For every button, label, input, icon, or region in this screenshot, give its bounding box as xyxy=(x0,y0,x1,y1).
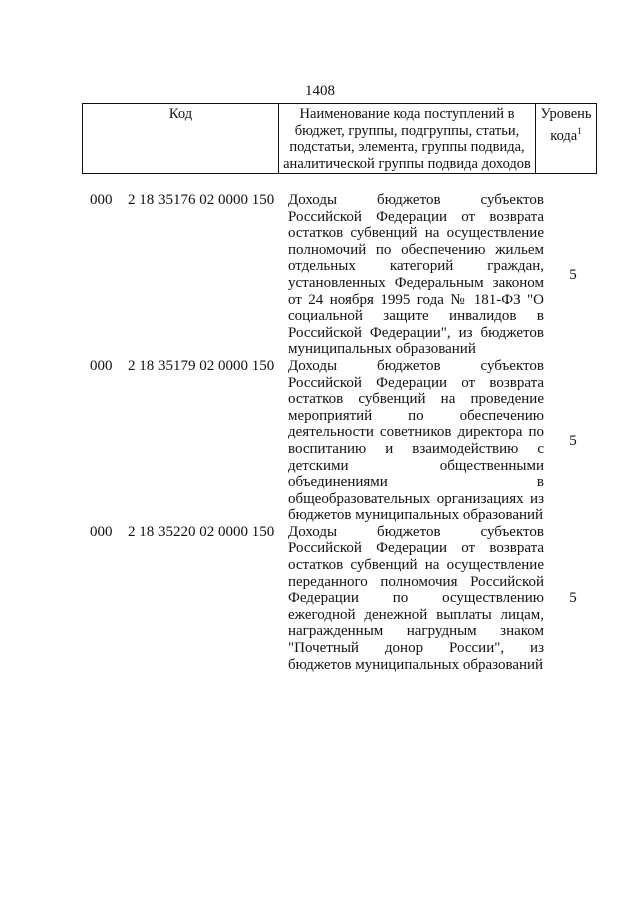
table-body xyxy=(82,192,602,673)
row-level: 5 xyxy=(569,590,577,607)
row-admin-code: 000 xyxy=(90,357,113,374)
row-level: 5 xyxy=(569,432,577,449)
row-income-code: 2 18 35220 02 0000 150 xyxy=(128,523,275,540)
row-income-name: Доходы бюджетов субъектов Российской Федерации от возврата остатков субвенций на проведение мероприятий по обеспечению деятельности советников директора по воспитанию и взаимодействию с детскими общественными объединениями в общеобразовательных организациях из бюджетов муниципальных образований xyxy=(288,357,544,524)
header-level-cell xyxy=(536,104,597,174)
header-name: Наименование кода поступлений в бюджет, группы, подгруппы, статьи, подстатьи, элемента, группы подвида, аналитической группы подвида доходов xyxy=(279,104,536,174)
table-row xyxy=(82,192,602,358)
row-income-code: 2 18 35179 02 0000 150 xyxy=(128,357,275,374)
row-admin-code: 000 xyxy=(90,523,113,540)
header-code: Код xyxy=(83,104,279,174)
page-number: 1408 xyxy=(305,83,335,99)
table-row xyxy=(82,358,602,524)
header-level-footnote: 1 xyxy=(577,125,582,136)
header-level: Уровень кода xyxy=(540,106,592,144)
row-income-name: Доходы бюджетов субъектов Российской Федерации от возврата остатков субвенций на осуществление полномочий по обеспечению жильем отдельных категорий граждан, установленных Федеральным законом от 24 ноября 1995 года № 181-ФЗ "О социальной защите инвалидов в Российской Федерации", из бюджетов муниципальных образований xyxy=(288,192,544,358)
row-level: 5 xyxy=(569,266,577,283)
table-row xyxy=(82,524,602,673)
table-header xyxy=(82,103,597,174)
row-admin-code: 000 xyxy=(90,192,113,208)
row-income-name: Доходы бюджетов субъектов Российской Федерации от возврата остатков субвенций на осуществление переданного полномочия Российской Федерации по осуществлению ежегодной денежной выплаты лицам, награжденным нагрудным знаком "Почетный донор России", из бюджетов муниципальных образований xyxy=(288,523,544,673)
row-income-code: 2 18 35176 02 0000 150 xyxy=(128,192,275,208)
